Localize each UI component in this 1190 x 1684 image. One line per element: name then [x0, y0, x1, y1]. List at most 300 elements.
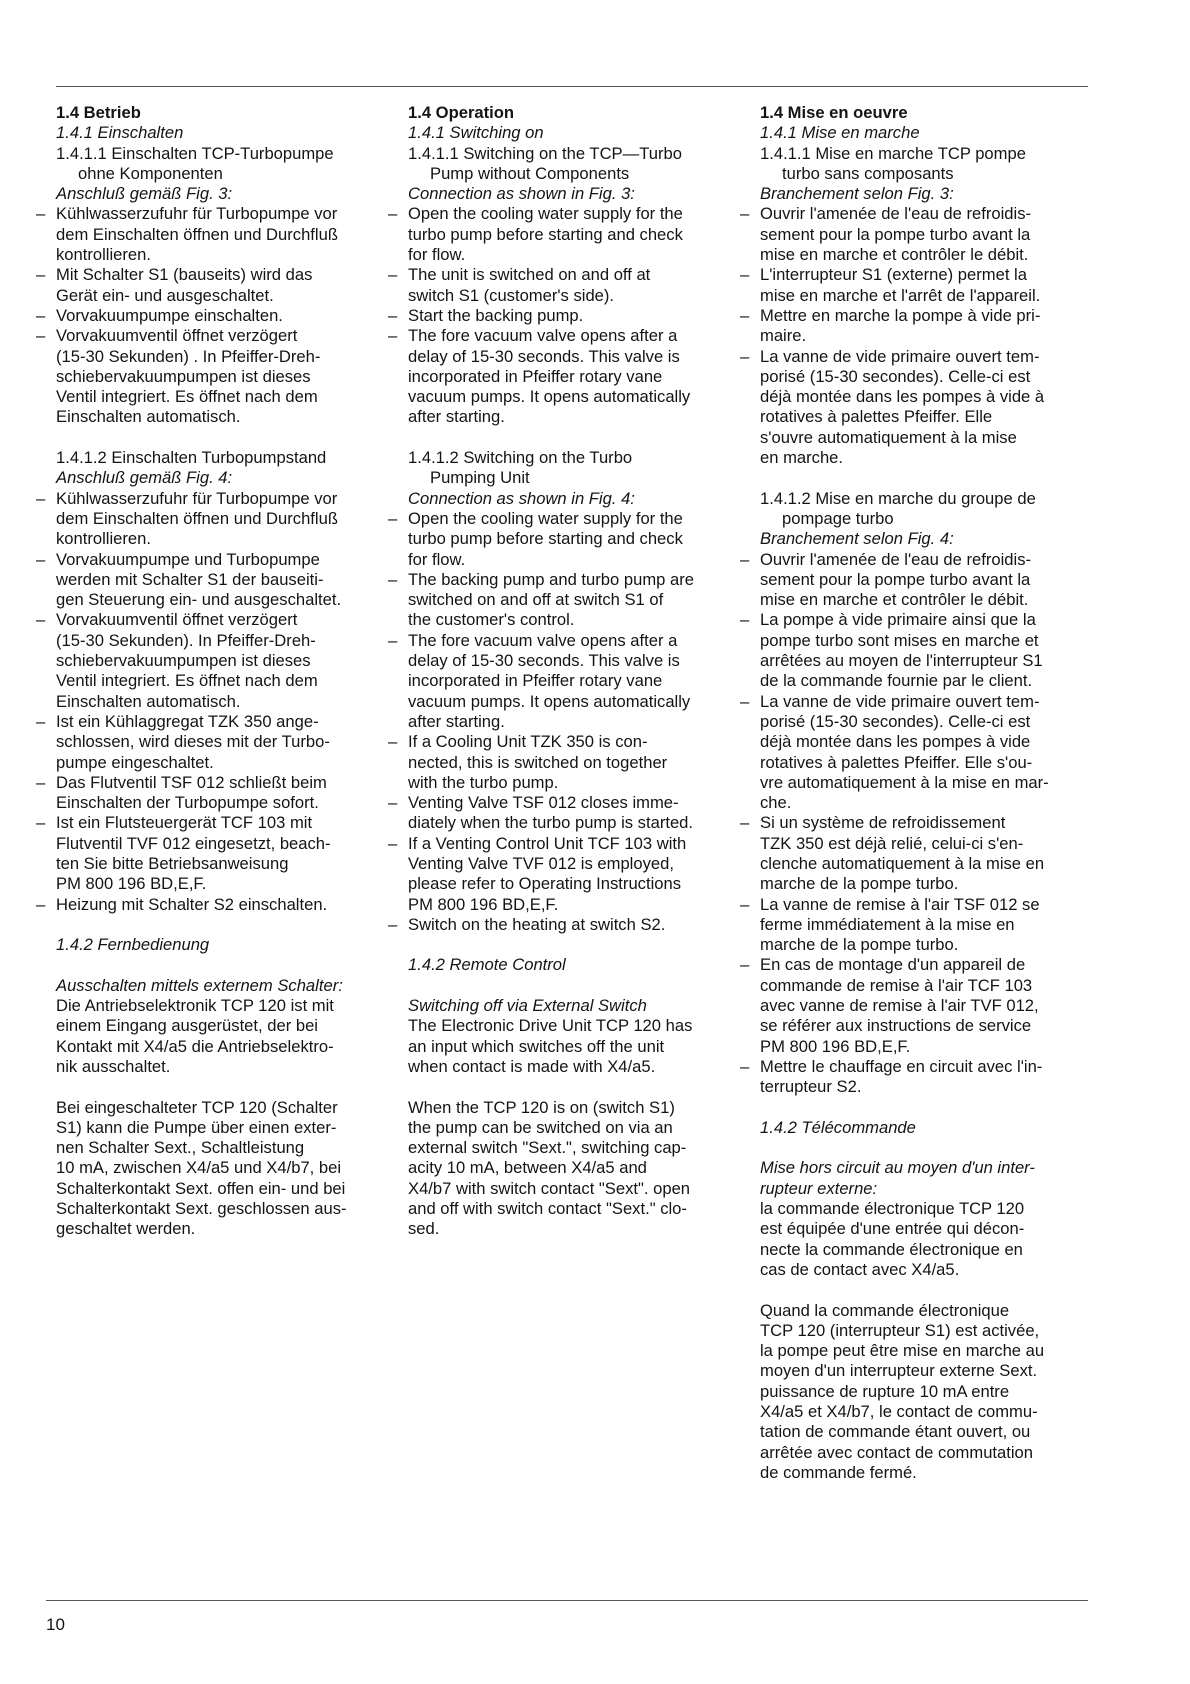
text-line	[388, 1118, 738, 1138]
bottom-rule	[46, 1600, 1088, 1601]
line-text: Connection as shown in Fig. 4:	[408, 488, 635, 508]
line-text: porisé (15-30 secondes). Celle-ci est	[760, 711, 1031, 731]
text-line	[36, 367, 396, 387]
line-text: sed.	[408, 1219, 440, 1239]
text-line	[36, 996, 396, 1016]
line-text: moyen d'un interrupteur externe Sext.	[760, 1361, 1038, 1381]
page-number: 10	[46, 1615, 65, 1634]
line-text: sement pour la pompe turbo avant la	[760, 569, 1031, 589]
line-text: 1.4.1 Switching on	[408, 123, 544, 143]
paragraph-gap	[740, 1280, 1090, 1300]
text-line	[36, 732, 396, 752]
text-line	[740, 732, 1090, 752]
text-line	[388, 813, 738, 833]
line-text: s'ouvre automatiquement à la mise	[760, 427, 1017, 447]
bullet-dash: –	[388, 793, 398, 813]
text-line	[36, 1158, 396, 1178]
text-line	[740, 144, 1090, 164]
line-text: vacuum pumps. It opens automatically	[408, 691, 691, 711]
line-text: de la commande fournie par le client.	[760, 671, 1033, 691]
line-text: Open the cooling water supply for the	[408, 204, 683, 224]
bullet-item-line	[36, 306, 396, 326]
bullet-dash: –	[740, 305, 750, 325]
line-text: delay of 15-30 seconds. This valve is	[408, 346, 680, 366]
line-text: Ausschalten mittels externem Schalter:	[56, 975, 343, 995]
line-text: pumpe eingeschaltet.	[56, 752, 214, 772]
line-text: geschaltet werden.	[56, 1219, 196, 1239]
paragraph-gap	[36, 915, 396, 935]
italic-line	[740, 1158, 1090, 1178]
bullet-dash: –	[388, 326, 398, 346]
text-line	[740, 1402, 1090, 1422]
paragraph-gap	[388, 935, 738, 955]
bullet-item-line	[740, 550, 1090, 570]
line-text: ten Sie bitte Betriebsanweisung	[56, 853, 289, 873]
text-line	[740, 489, 1090, 509]
line-text: switched on and off at switch S1 of	[408, 590, 664, 610]
bullet-dash: –	[36, 610, 46, 630]
line-text: schlossen, wird dieses mit der Turbo-	[56, 732, 330, 752]
line-text: turbo pump before starting and check	[408, 224, 683, 244]
italic-line	[36, 935, 396, 955]
line-text: Mit Schalter S1 (bauseits) wird das	[56, 265, 313, 285]
text-line	[36, 1118, 396, 1138]
line-text: cas de contact avec X4/a5.	[760, 1259, 960, 1279]
line-text: Ist ein Flutsteuergerät TCF 103 mit	[56, 813, 313, 833]
line-text: Ventil integriert. Es öffnet nach dem	[56, 387, 318, 407]
line-text: rupteur externe:	[760, 1178, 878, 1198]
line-text: pompage turbo	[782, 508, 894, 528]
text-line	[740, 915, 1090, 935]
line-text: se référer aux instructions de service	[760, 1016, 1032, 1036]
text-line	[740, 164, 1090, 184]
italic-line	[740, 123, 1090, 143]
line-text: The unit is switched on and off at	[408, 265, 651, 285]
text-line	[36, 144, 396, 164]
line-text: diately when the turbo pump is started.	[408, 813, 694, 833]
line-text: sement pour la pompe turbo avant la	[760, 224, 1031, 244]
text-line	[36, 753, 396, 773]
line-text: 1.4.1.2 Switching on the Turbo	[408, 448, 633, 468]
italic-line	[36, 468, 396, 488]
text-line	[740, 712, 1090, 732]
italic-line	[740, 529, 1090, 549]
bullet-item-line	[388, 265, 738, 285]
text-line	[388, 1057, 738, 1077]
line-text: X4/a5 et X4/b7, le contact de commu-	[760, 1402, 1038, 1421]
line-text: 1.4.2 Remote Control	[408, 955, 566, 975]
paragraph-gap	[740, 1138, 1090, 1158]
bullet-dash: –	[36, 894, 46, 914]
text-line	[740, 874, 1090, 894]
text-line	[740, 509, 1090, 529]
line-text: Vorvakuumventil öffnet verzögert	[56, 326, 298, 346]
line-text: The backing pump and turbo pump are	[408, 569, 694, 589]
text-line	[36, 1199, 396, 1219]
line-text: ferme immédiatement à la mise en	[760, 914, 1015, 934]
text-line	[740, 671, 1090, 691]
line-text: If a Cooling Unit TZK 350 is con-	[408, 732, 648, 752]
text-line	[36, 793, 396, 813]
bullet-dash: –	[388, 305, 398, 325]
italic-line	[388, 996, 738, 1016]
line-text: for flow.	[408, 549, 466, 569]
line-text: Einschalten automatisch.	[56, 691, 241, 711]
line-text: kontrollieren.	[56, 529, 152, 549]
line-text: avec vanne de remise à l'air TVF 012,	[760, 996, 1039, 1016]
italic-line	[36, 976, 396, 996]
line-text: 1.4 Mise en oeuvre	[760, 103, 908, 122]
line-text: einem Eingang ausgerüstet, der bei	[56, 1016, 318, 1036]
paragraph-gap	[36, 428, 396, 448]
bullet-item-line	[36, 895, 396, 915]
text-line	[740, 428, 1090, 448]
line-text: (15-30 Sekunden). In Pfeiffer-Dreh-	[56, 630, 316, 650]
line-text: L'interrupteur S1 (externe) permet la	[760, 265, 1027, 285]
line-text: 1.4.1.1 Switching on the TCP—Turbo	[408, 143, 682, 163]
text-line	[740, 1301, 1090, 1321]
text-line	[388, 468, 738, 488]
text-line	[740, 651, 1090, 671]
bullet-dash: –	[740, 265, 750, 285]
bullet-item-line	[388, 509, 738, 529]
line-text: Ventil integriert. Es öffnet nach dem	[56, 671, 318, 691]
line-text: déjà montée dans les pompes à vide à	[760, 387, 1045, 407]
text-line	[36, 225, 396, 245]
text-line	[388, 671, 738, 691]
line-text: TCP 120 (interrupteur S1) est activée,	[760, 1320, 1040, 1340]
text-line	[388, 590, 738, 610]
bullet-dash: –	[36, 772, 46, 792]
text-line	[740, 773, 1090, 793]
line-text: 10 mA, zwischen X4/a5 und X4/b7, bei	[56, 1158, 342, 1178]
text-line	[36, 631, 396, 651]
text-line	[388, 347, 738, 367]
text-line	[740, 286, 1090, 306]
line-text: Quand la commande électronique	[760, 1300, 1010, 1320]
line-text: rotatives à palettes Pfeiffer. Elle s'ou-	[760, 752, 1033, 772]
text-line	[36, 834, 396, 854]
line-text: kontrollieren.	[56, 245, 152, 265]
line-text: clenche automatiquement à la mise en	[760, 853, 1045, 873]
text-line	[740, 225, 1090, 245]
text-line	[388, 367, 738, 387]
line-text: tation de commande étant ouvert, ou	[760, 1422, 1031, 1442]
line-text: Open the cooling water supply for the	[408, 508, 683, 528]
bullet-item-line	[36, 773, 396, 793]
line-text: mise en marche et l'arrêt de l'appareil.	[760, 285, 1041, 305]
paragraph-gap	[740, 468, 1090, 488]
section-heading	[740, 103, 1090, 123]
text-line	[36, 448, 396, 468]
bullet-item-line	[36, 204, 396, 224]
line-text: after starting.	[408, 711, 505, 731]
text-line	[740, 996, 1090, 1016]
line-text: when contact is made with X4/a5.	[408, 1056, 656, 1076]
line-text: an input which switches off the unit	[408, 1036, 665, 1056]
paragraph-gap	[388, 976, 738, 996]
line-text: Start the backing pump.	[408, 305, 584, 325]
line-text: vacuum pumps. It opens automatically	[408, 387, 691, 407]
line-text: La vanne de remise à l'air TSF 012 se	[760, 894, 1040, 914]
text-line	[36, 347, 396, 367]
line-text: che.	[760, 793, 792, 813]
paragraph-gap	[388, 1077, 738, 1097]
line-text: S1) kann die Pumpe über einen exter-	[56, 1117, 337, 1137]
line-text: déjà montée dans les pompes à vide	[760, 732, 1031, 752]
line-text: nik ausschaltet.	[56, 1056, 171, 1076]
line-text: the customer's control.	[408, 610, 575, 630]
line-text: Kühlwasserzufuhr für Turbopumpe vor	[56, 488, 338, 508]
line-text: Si un système de refroidissement	[760, 813, 1006, 833]
text-line	[388, 895, 738, 915]
line-text: ohne Komponenten	[78, 163, 223, 183]
bullet-dash: –	[740, 610, 750, 630]
text-line	[388, 387, 738, 407]
text-line	[388, 550, 738, 570]
line-text: mise en marche et contrôler le débit.	[760, 590, 1029, 610]
bullet-item-line	[388, 834, 738, 854]
bullet-dash: –	[740, 955, 750, 975]
text-line	[388, 225, 738, 245]
bullet-item-line	[740, 306, 1090, 326]
bullet-item-line	[388, 915, 738, 935]
line-text: turbo pump before starting and check	[408, 529, 683, 549]
text-line	[740, 590, 1090, 610]
line-text: X4/b7 with switch contact "Sext". open	[408, 1178, 691, 1198]
text-line	[36, 1219, 396, 1239]
line-text: terrupteur S2.	[760, 1077, 862, 1097]
line-text: rotatives à palettes Pfeiffer. Elle	[760, 407, 993, 427]
bullet-dash: –	[36, 813, 46, 833]
line-text: Mise hors circuit au moyen d'un inter-	[760, 1158, 1035, 1178]
line-text: commande de remise à l'air TCF 103	[760, 975, 1033, 995]
line-text: turbo sans composants	[782, 163, 954, 183]
text-line	[36, 1098, 396, 1118]
line-text: La vanne de vide primaire ouvert tem-	[760, 346, 1040, 366]
bullet-dash: –	[740, 894, 750, 914]
line-text: Gerät ein- und ausgeschaltet.	[56, 285, 274, 305]
line-text: vre automatiquement à la mise en mar-	[760, 772, 1049, 792]
text-line	[36, 1037, 396, 1057]
text-line	[36, 529, 396, 549]
line-text: en marche.	[760, 448, 844, 468]
line-text: arrêtées au moyen de l'interrupteur S1	[760, 651, 1043, 671]
bullet-item-line	[740, 895, 1090, 915]
text-line	[740, 1341, 1090, 1361]
text-line	[36, 1138, 396, 1158]
bullet-item-line	[36, 550, 396, 570]
line-text: 1.4.2 Fernbedienung	[56, 935, 210, 955]
bullet-item-line	[388, 732, 738, 752]
line-text: Schalterkontakt Sext. offen ein- und bei	[56, 1178, 346, 1198]
line-text: Venting Valve TSF 012 closes imme-	[408, 793, 679, 813]
italic-line	[36, 123, 396, 143]
bullet-dash: –	[36, 711, 46, 731]
text-line	[36, 286, 396, 306]
text-line	[36, 245, 396, 265]
bullet-item-line	[740, 955, 1090, 975]
line-text: Venting Valve TVF 012 is employed,	[408, 853, 674, 873]
line-text: Switch on the heating at switch S2.	[408, 914, 666, 934]
line-text: de commande fermé.	[760, 1462, 917, 1482]
text-line	[740, 245, 1090, 265]
column-english	[388, 103, 738, 1240]
line-text: dem Einschalten öffnen und Durchfluß	[56, 508, 338, 528]
line-text: (15-30 Sekunden) . In Pfeiffer-Dreh-	[56, 346, 321, 366]
bullet-item-line	[388, 326, 738, 346]
line-text: TZK 350 est déjà relié, celui-ci s'en-	[760, 833, 1024, 853]
text-line	[740, 448, 1090, 468]
line-text: Switching off via External Switch	[408, 996, 647, 1016]
bullet-item-line	[36, 265, 396, 285]
text-line	[36, 164, 396, 184]
text-line	[388, 407, 738, 427]
bullet-dash: –	[740, 549, 750, 569]
text-line	[36, 692, 396, 712]
paragraph-gap	[36, 955, 396, 975]
text-line	[388, 529, 738, 549]
text-line	[740, 854, 1090, 874]
text-line	[36, 590, 396, 610]
bullet-dash: –	[388, 508, 398, 528]
text-line	[740, 1240, 1090, 1260]
line-text: Mettre le chauffage en circuit avec l'in-	[760, 1056, 1043, 1076]
text-line	[740, 1016, 1090, 1036]
text-line	[740, 1199, 1090, 1219]
section-heading	[36, 103, 396, 123]
text-line	[388, 1179, 738, 1199]
text-line	[36, 407, 396, 427]
line-text: after starting.	[408, 407, 505, 427]
bullet-item-line	[740, 347, 1090, 367]
text-line	[740, 1422, 1090, 1442]
line-text: The fore vacuum valve opens after a	[408, 630, 678, 650]
bullet-item-line	[388, 204, 738, 224]
italic-line	[388, 955, 738, 975]
italic-line	[740, 1118, 1090, 1138]
line-text: 1.4 Betrieb	[56, 103, 141, 122]
line-text: Anschluß gemäß Fig. 3:	[56, 184, 233, 204]
line-text: En cas de montage d'un appareil de	[760, 955, 1026, 975]
text-line	[740, 570, 1090, 590]
line-text: 1.4.1.2 Mise en marche du groupe de	[760, 488, 1036, 508]
line-text: pompe turbo sont mises en marche et	[760, 630, 1039, 650]
text-line	[388, 651, 738, 671]
line-text: incorporated in Pfeiffer rotary vane	[408, 671, 663, 691]
bullet-dash: –	[740, 1056, 750, 1076]
bullet-item-line	[36, 712, 396, 732]
line-text: marche de la pompe turbo.	[760, 935, 959, 955]
italic-line	[740, 184, 1090, 204]
line-text: 1.4.1 Einschalten	[56, 123, 184, 143]
text-line	[740, 631, 1090, 651]
text-line	[388, 1138, 738, 1158]
italic-line	[388, 184, 738, 204]
bullet-dash: –	[36, 305, 46, 325]
text-line	[740, 834, 1090, 854]
italic-line	[36, 184, 396, 204]
bullet-dash: –	[388, 914, 398, 934]
text-line	[36, 387, 396, 407]
bullet-dash: –	[388, 630, 398, 650]
text-line	[740, 367, 1090, 387]
line-text: Das Flutventil TSF 012 schließt beim	[56, 772, 327, 792]
line-text: Ouvrir l'amenée de l'eau de refroidis-	[760, 204, 1032, 224]
line-text: Vorvakuumpumpe und Turbopumpe	[56, 549, 320, 569]
line-text: Vorvakuumpumpe einschalten.	[56, 305, 283, 325]
line-text: mise en marche et contrôler le débit.	[760, 245, 1029, 265]
text-line	[388, 753, 738, 773]
text-line	[740, 1463, 1090, 1483]
line-text: dem Einschalten öffnen und Durchfluß	[56, 224, 338, 244]
text-line	[388, 610, 738, 630]
bullet-dash: –	[740, 346, 750, 366]
text-line	[740, 407, 1090, 427]
text-line	[388, 286, 738, 306]
line-text: Pump without Components	[430, 163, 630, 183]
text-line	[740, 793, 1090, 813]
section-heading	[388, 103, 738, 123]
text-line	[388, 1199, 738, 1219]
text-line	[740, 1321, 1090, 1341]
bullet-item-line	[36, 813, 396, 833]
text-line	[740, 935, 1090, 955]
line-text: Flutventil TVF 012 eingesetzt, beach-	[56, 833, 331, 853]
bullet-item-line	[36, 326, 396, 346]
line-text: 1.4.1.2 Einschalten Turbopumpstand	[56, 448, 327, 468]
bullet-dash: –	[36, 549, 46, 569]
line-text: Einschalten automatisch.	[56, 407, 241, 427]
bullet-dash: –	[388, 833, 398, 853]
line-text: Schalterkontakt Sext. geschlossen aus-	[56, 1199, 347, 1219]
line-text: Kontakt mit X4/a5 die Antriebselektro-	[56, 1036, 334, 1056]
line-text: Ist ein Kühlaggregat TZK 350 ange-	[56, 711, 319, 731]
text-line	[388, 245, 738, 265]
text-line	[388, 874, 738, 894]
text-line	[740, 1219, 1090, 1239]
line-text: 1.4.1 Mise en marche	[760, 123, 920, 143]
text-line	[36, 1016, 396, 1036]
bullet-item-line	[740, 813, 1090, 833]
line-text: external switch "Sext.", switching cap-	[408, 1138, 687, 1158]
bullet-item-line	[388, 631, 738, 651]
paragraph-gap	[388, 428, 738, 448]
line-text: 1.4.1.1 Einschalten TCP-Turbopumpe	[56, 143, 334, 163]
line-text: necte la commande électronique en	[760, 1239, 1023, 1259]
text-line	[388, 1037, 738, 1057]
text-line	[740, 1382, 1090, 1402]
bullet-item-line	[740, 265, 1090, 285]
bullet-dash: –	[36, 488, 46, 508]
text-line	[388, 144, 738, 164]
italic-line	[388, 489, 738, 509]
line-text: Mettre en marche la pompe à vide pri-	[760, 305, 1041, 325]
line-text: PM 800 196 BD,E,F.	[56, 874, 207, 894]
line-text: acity 10 mA, between X4/a5 and	[408, 1158, 647, 1178]
bullet-dash: –	[740, 813, 750, 833]
line-text: La pompe à vide primaire ainsi que la	[760, 610, 1036, 630]
line-text: with the turbo pump.	[408, 772, 559, 792]
text-line	[740, 1037, 1090, 1057]
bullet-dash: –	[36, 326, 46, 346]
line-text: Branchement selon Fig. 3:	[760, 184, 954, 204]
bullet-item-line	[740, 610, 1090, 630]
line-text: la commande électronique TCP 120	[760, 1199, 1025, 1219]
text-line	[36, 1057, 396, 1077]
text-line	[388, 1016, 738, 1036]
text-line	[740, 1077, 1090, 1097]
